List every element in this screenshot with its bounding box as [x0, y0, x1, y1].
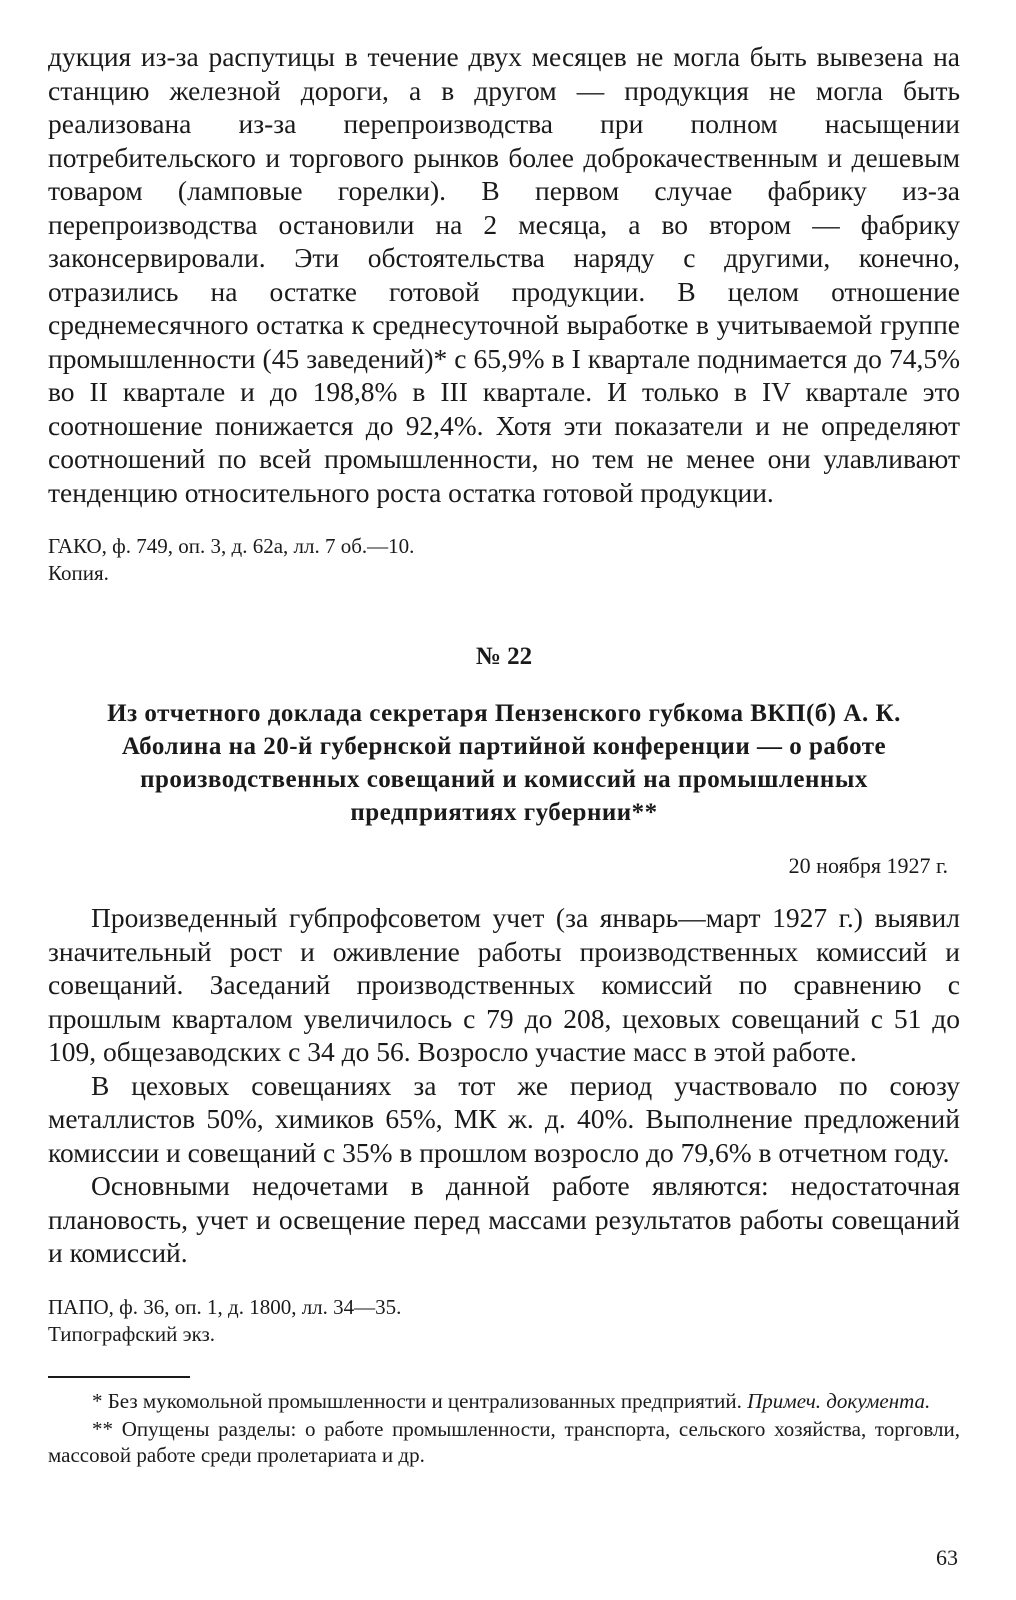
page-content: [48, 40, 960, 1468]
continuation-paragraph: дукция из-за распутицы в течение двух месяцев не могла быть вывезена на станцию железной дороги, а в другом — продукция не могла быть реализована из-за перепроизводства при полном насыщении потребительского и торгового рынков более доброкачественным и дешевым товаром (ламповые горелки). В первом случае фабрику из-за перепроизводства остановили на 2 месяца, а во втором — фабрику законсервировали. Эти обстоятельства наряду с другими, конечно, отразились на остатке готовой продукции. В целом отношение среднемесячного остатка к среднесуточной выработке в учитываемой группе промышленности (45 заведений)* с 65,9% в I квартале поднимается до 74,5% во II квартале и до 198,8% в III квартале. И только в IV квартале это соотношение понижается до 92,4%. Хотя эти показатели и не определяют соотношений по всей промышленности, но тем не менее они улавливают тенденцию относительного роста остатка готовой продукции.: [48, 41, 960, 508]
source-archive: ПАПО, ф. 36, оп. 1, д. 1800, лл. 34—35.: [48, 1294, 402, 1319]
source-copy-type: Типографский экз.: [48, 1321, 216, 1346]
source-reference-2: [48, 1294, 960, 1348]
footnote-1-text: * Без мукомольной промышленности и централизованных предприятий.: [92, 1388, 742, 1413]
footnote-1-note: Примеч. документа.: [747, 1388, 931, 1413]
source-copy-type: Копия.: [48, 561, 109, 585]
document-body: [48, 901, 960, 1270]
body-paragraph-3: Основными недочетами в данной работе являются: недостаточная плановость, учет и освещение перед массами результатов работы совещаний и комиссий.: [48, 1170, 960, 1268]
document-number: № 22: [475, 643, 533, 670]
document-title: Из отчетного доклада секретаря Пензенского губкома ВКП(б) А. К. Аболина на 20-й губернской партийной конференции — о работе производственных совещаний и комиссий на промышленных предприятиях губернии**: [107, 700, 901, 826]
source-archive: ГАКО, ф. 749, оп. 3, д. 62а, лл. 7 об.—10.: [48, 534, 415, 558]
footnote-2: ** Опущены разделы: о работе промышленности, транспорта, сельского хозяйства, торговли, массовой работе среди пролетариата и др.: [48, 1416, 960, 1467]
footnote-divider: [48, 1376, 190, 1378]
source-reference-1: [48, 533, 960, 587]
footnote-1: [48, 1388, 960, 1414]
page-number: 63: [936, 1545, 958, 1570]
body-paragraph-1: Произведенный губпрофсоветом учет (за январь—март 1927 г.) выявил значительный рост и оживление работы производственных комиссий и совещаний. Заседаний производственных комиссий по сравнению с прошлым кварталом увеличилось с 79 до 208, цеховых совещаний с 51 до 109, общезаводских с 34 до 56. Возросло участие масс в этой работе.: [48, 902, 960, 1067]
document-date: 20 ноября 1927 г.: [788, 853, 948, 878]
body-paragraph-2: В цеховых совещаниях за тот же период участвовало по союзу металлистов 50%, химиков 65%, МК ж. д. 40%. Выполнение предложений комиссии и совещаний с 35% в прошлом возросло до 79,6% в отчетном году.: [48, 1069, 960, 1168]
